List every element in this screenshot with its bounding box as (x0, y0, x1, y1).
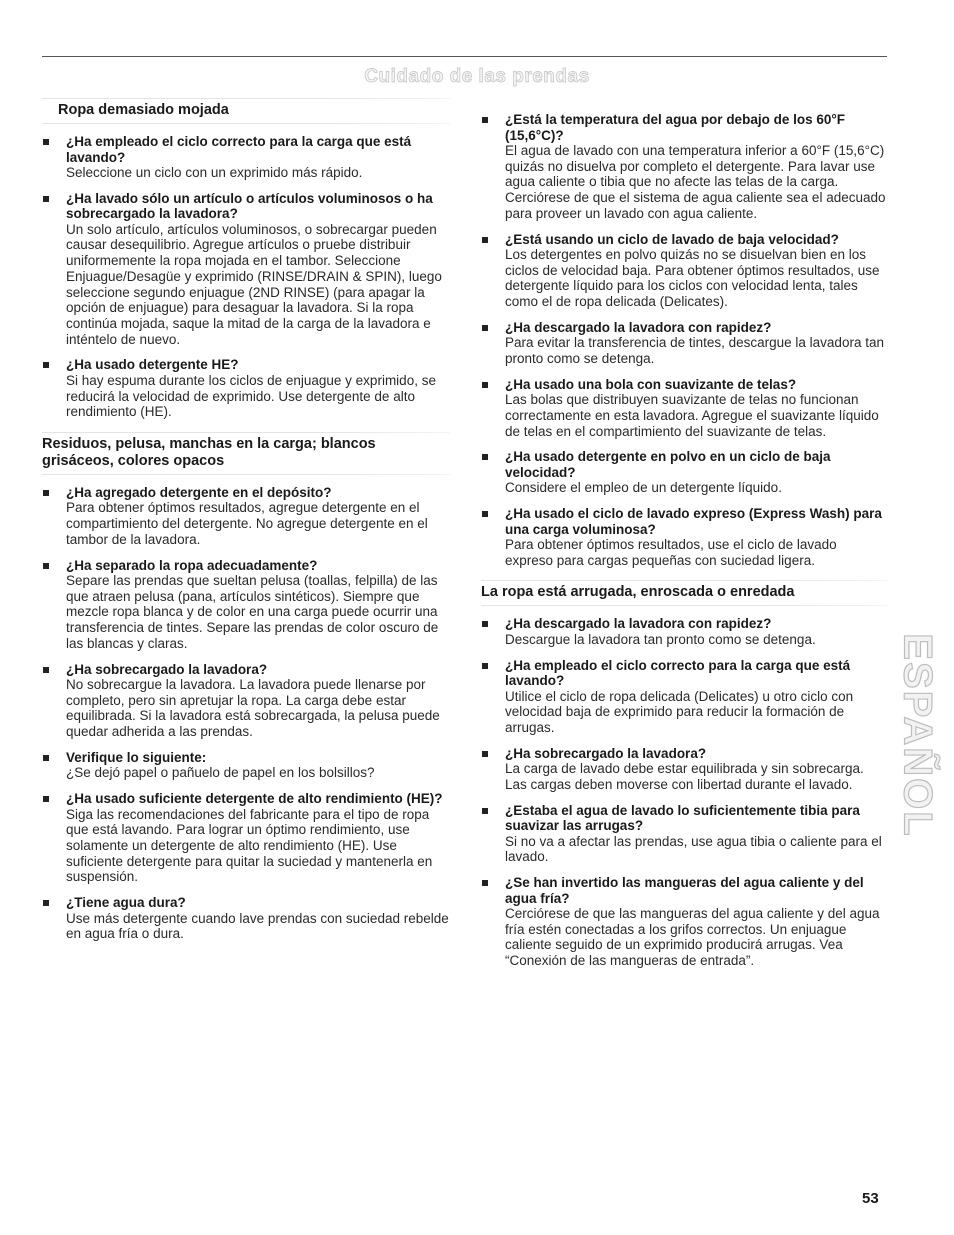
item-answer: Un solo artículo, artículos voluminosos, o sobrecargar pueden causar desequilibrio. Agregue artículos o pruebe distribuir uniformemente la ropa mojada en el tambor. Seleccione Enjuague/Desagüe y exprimido (RINSE/DRAIN & SPIN), luego seleccione segundo enjuague (2ND RINSE) (para apagar la opción de enjuague) para desaguar la lavadora. Si la ropa continúa mojada, saque la mitad de la carga de la lavadora e inténtelo de nuevo. (66, 221, 442, 347)
troubleshooting-item (42, 191, 450, 348)
troubleshooting-item (42, 750, 450, 781)
item-question: ¿Ha empleado el ciclo correcto para la carga que está lavando? (505, 657, 851, 689)
square-bullet-icon (482, 663, 488, 669)
section-title: Residuos, pelusa, manchas en la carga; blancos grisáceos, colores opacos (42, 435, 376, 469)
square-bullet-icon (43, 796, 49, 802)
item-question: ¿Ha usado detergente HE? (66, 357, 239, 373)
item-answer: Para obtener óptimos resultados, use el ciclo de lavado expreso para cargas pequeñas con suciedad ligera. (505, 537, 837, 568)
square-bullet-icon (43, 563, 49, 569)
troubleshooting-section (42, 98, 450, 420)
item-answer: Utilice el ciclo de ropa delicada (Delicates) u otro ciclo con velocidad baja de exprimido para reducir la formación de arrugas. (505, 688, 854, 736)
troubleshooting-item (42, 662, 450, 740)
item-answer: Las bolas que distribuyen suavizante de telas no funcionan correctamente en esta lavadora. Agregue el suavizante líquido de telas en el compartimiento del suavizante de telas. (505, 392, 879, 439)
square-bullet-icon (43, 196, 49, 202)
section-title: La ropa está arrugada, enroscada o enredada (481, 584, 795, 601)
square-bullet-icon (43, 900, 49, 906)
item-answer: Para evitar la transferencia de tintes, descargue la lavadora tan pronto como se detenga. (505, 335, 884, 367)
square-bullet-icon (482, 325, 488, 331)
troubleshooting-item (481, 803, 887, 865)
item-answer: Considere el empleo de un detergente líquido. (505, 480, 782, 496)
troubleshooting-item (481, 506, 887, 568)
item-question: ¿Ha agregado detergente en el depósito? (66, 484, 332, 500)
left-column (42, 98, 450, 942)
troubleshooting-item (481, 232, 887, 310)
item-answer: Seleccione un ciclo con un exprimido más rápido. (66, 165, 363, 180)
page-number: 53 (862, 1190, 879, 1207)
section-spacer (42, 420, 450, 432)
troubleshooting-section (481, 580, 887, 968)
item-question: ¿Ha separado la ropa adecuadamente? (66, 557, 318, 573)
item-answer: Separe las prendas que sueltan pelusa (toallas, felpilla) de las que atraen pelusa (pana, artículos sintéticos). Siempre que mezcle ropa blanca y de color en una carga puede ocurrir una transferencia de tintes. Separe las prendas de color oscuro de las blancas y claras. (66, 573, 439, 651)
section-header (42, 98, 450, 124)
item-answer: El agua de lavado con una temperatura inferior a 60°F (15,6°C) quizás no disuelva por completo el detergente. Para lavar use agua caliente o tibia que no afecte las telas de la carga. Cerciórese de que el sistema de agua caliente sea el adecuado para proveer un lavado con agua caliente. (505, 143, 886, 221)
item-question: ¿Ha usado una bola con suavizante de telas? (505, 376, 797, 392)
square-bullet-icon (43, 755, 49, 761)
troubleshooting-item (481, 449, 887, 496)
item-question: ¿Ha usado el ciclo de lavado expreso (Express Wash) para una carga voluminosa? (505, 506, 882, 537)
square-bullet-icon (482, 237, 488, 243)
section-title: Ropa demasiado mojada (58, 102, 229, 118)
item-question: ¿Ha usado suficiente detergente de alto rendimiento (HE)? (66, 791, 443, 807)
language-side-tab (895, 632, 940, 838)
square-bullet-icon (43, 362, 49, 368)
troubleshooting-item (481, 377, 887, 440)
square-bullet-icon (482, 117, 488, 123)
troubleshooting-item (42, 485, 450, 548)
troubleshooting-item (481, 616, 887, 647)
item-answer: Siga las recomendaciones del fabricante para el tipo de ropa que está lavando. Para lograr un óptimo rendimiento, use solamente un detergente de alto rendimiento (HE). Use suficiente detergente para quitar la suciedad y mantenerla en suspensión. (66, 806, 433, 885)
item-question: ¿Ha sobrecargado la lavadora? (66, 661, 268, 677)
item-question: Verifique lo siguiente: (66, 749, 207, 765)
troubleshooting-item (42, 134, 450, 181)
troubleshooting-item (481, 320, 887, 367)
item-question: ¿Ha lavado sólo un artículo o artículos voluminosos o ha sobrecargado la lavadora? (66, 190, 433, 222)
troubleshooting-item (42, 895, 450, 942)
top-rule (42, 56, 887, 57)
troubleshooting-item (481, 658, 887, 736)
section-header (42, 432, 450, 475)
item-question: ¿Ha sobrecargado la lavadora? (505, 745, 707, 761)
item-answer: La carga de lavado debe estar equilibrada y sin sobrecarga. Las cargas deben moverse con libertad durante el lavado. (505, 761, 864, 792)
troubleshooting-item (42, 791, 450, 885)
item-answer: Use más detergente cuando lave prendas con suciedad rebelde en agua fría o dura. (66, 910, 449, 942)
square-bullet-icon (482, 511, 488, 517)
square-bullet-icon (482, 751, 488, 757)
item-answer: No sobrecargue la lavadora. La lavadora puede llenarse por completo, pero sin apretujar la ropa. La carga debe estar equilibrada. Si la lavadora está sobrecargada, la pelusa puede quedar adherida a las prendas. (66, 677, 440, 740)
item-answer: Para obtener óptimos resultados, agregue detergente en el compartimiento del detergente. No agregue detergente en el tambor de la lavadora. (66, 500, 428, 547)
item-question: ¿Estaba el agua de lavado lo suficientemente tibia para suavizar las arrugas? (505, 802, 860, 834)
square-bullet-icon (482, 454, 488, 460)
item-answer: Descargue la lavadora tan pronto como se detenga. (505, 631, 816, 647)
troubleshooting-item (481, 746, 887, 793)
troubleshooting-section (481, 112, 887, 568)
section-spacer (481, 568, 887, 580)
item-answer: Cerciórese de que las mangueras del agua caliente y del agua fría estén conectadas a los grifos correctos. Un enjuague caliente seguido de un exprimido producirá arrugas. Vea “Conexión de las mangueras de entrada”. (505, 906, 880, 969)
item-question: ¿Ha descargado la lavadora con rapidez? (505, 616, 772, 632)
language-side-tab-label: ESPAÑOL (895, 632, 940, 838)
troubleshooting-item (481, 112, 887, 222)
square-bullet-icon (482, 880, 488, 886)
item-question: ¿Está usando un ciclo de lavado de baja velocidad? (505, 231, 839, 247)
page-title: Cuidado de las prendas (364, 66, 590, 87)
item-answer: Si hay espuma durante los ciclos de enjuague y exprimido, se reducirá la velocidad de exprimido. Use detergente de alto rendimiento (HE). (66, 372, 436, 420)
right-column (481, 98, 887, 969)
square-bullet-icon (482, 808, 488, 814)
section-header (481, 580, 887, 606)
troubleshooting-item (42, 558, 450, 652)
item-question: ¿Tiene agua dura? (66, 895, 186, 911)
troubleshooting-section (42, 432, 450, 942)
square-bullet-icon (482, 621, 488, 627)
item-answer: Los detergentes en polvo quizás no se disuelvan bien en los ciclos de velocidad baja. Para obtener óptimos resultados, use detergente líquido para los ciclos con velocidad lenta, tales como el de ropa delicada (Delicates). (505, 247, 880, 310)
troubleshooting-item (481, 875, 887, 969)
item-question: ¿Ha descargado la lavadora con rapidez? (505, 319, 772, 335)
item-question: ¿Está la temperatura del agua por debajo de los 60°F (15,6°C)? (505, 112, 845, 143)
troubleshooting-item (42, 357, 450, 420)
square-bullet-icon (43, 139, 49, 145)
item-question: ¿Se han invertido las mangueras del agua caliente y del agua fría? (505, 875, 864, 906)
square-bullet-icon (43, 667, 49, 673)
item-answer: ¿Se dejó papel o pañuelo de papel en los bolsillos? (66, 765, 375, 781)
item-question: ¿Ha usado detergente en polvo en un ciclo de baja velocidad? (505, 449, 831, 480)
item-answer: Si no va a afectar las prendas, use agua tibia o caliente para el lavado. (505, 833, 882, 865)
square-bullet-icon (43, 490, 49, 496)
square-bullet-icon (482, 382, 488, 388)
item-question: ¿Ha empleado el ciclo correcto para la carga que está lavando? (66, 134, 412, 165)
